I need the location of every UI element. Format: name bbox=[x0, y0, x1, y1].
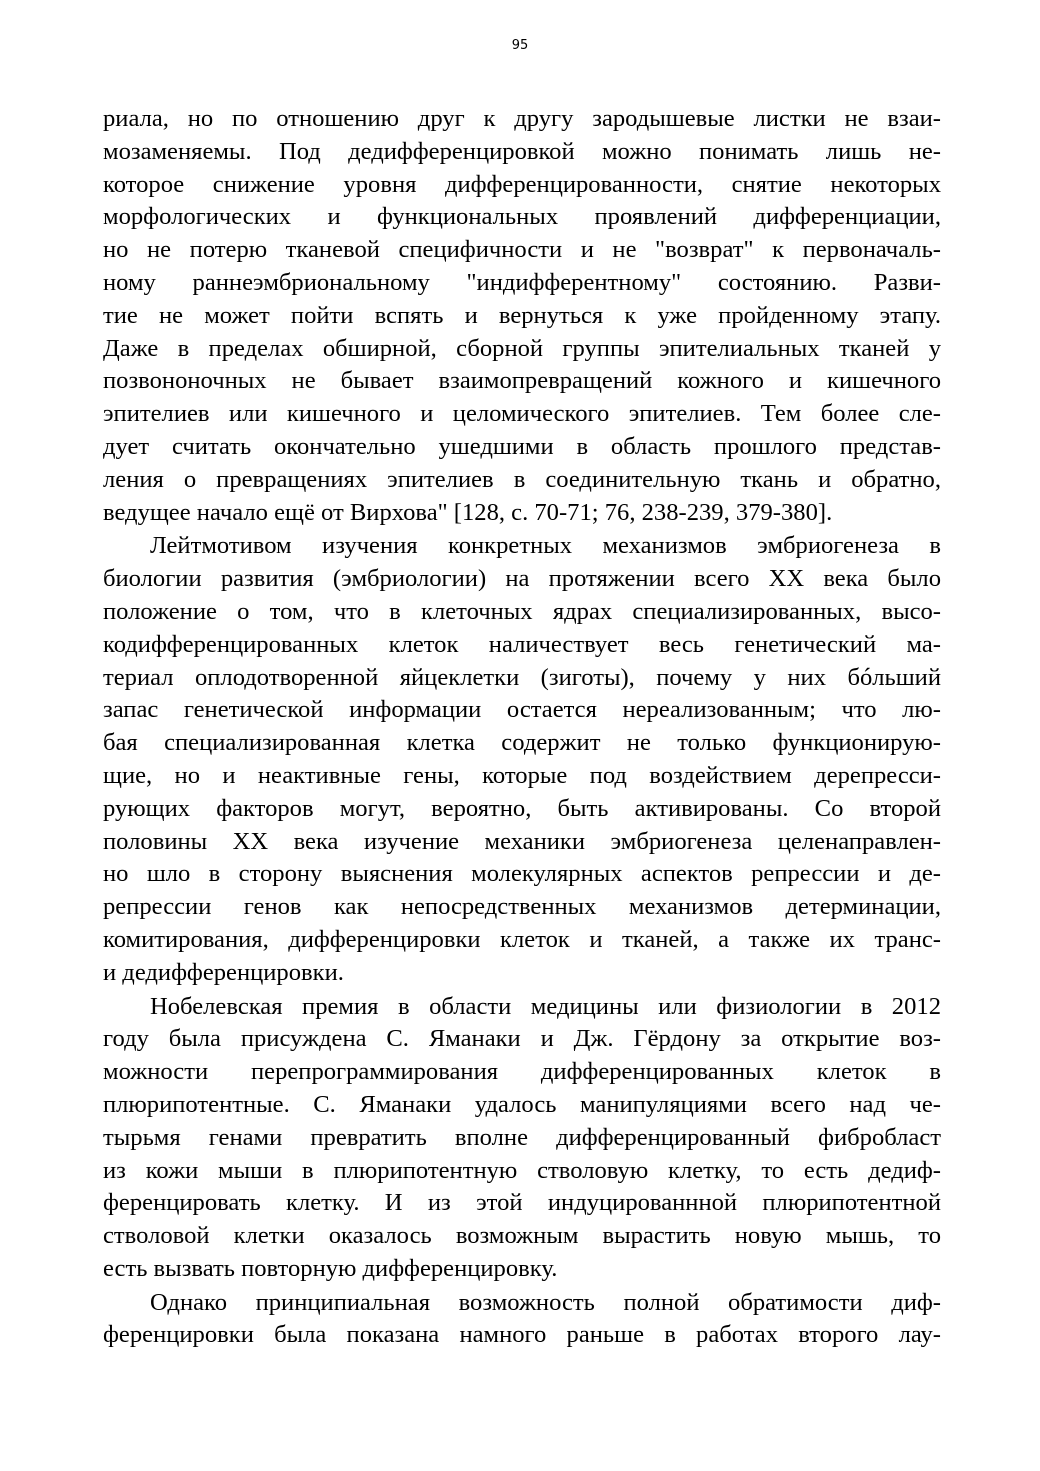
text-line: ведущее начало ещё от Вирхова" [128, с. 70-71; 76, 238-239, 379-380]. bbox=[103, 498, 833, 526]
page-number: 95 bbox=[511, 38, 529, 53]
paragraph bbox=[103, 103, 941, 529]
text-line: Нобелевская премия в области медицины или физиологии в 2012 bbox=[150, 992, 941, 1020]
text-line: Однако принципиальная возможность полной обратимости диф- bbox=[150, 1288, 941, 1316]
text-line: ления о превращениях эпителиев в соединительную ткань и обратно, bbox=[103, 465, 941, 493]
text-line: половины XX века изучение механики эмбриогенеза целенаправлен- bbox=[103, 827, 941, 855]
text-line: тие не может пойти вспять и вернуться к уже пройденному этапу. bbox=[103, 301, 941, 329]
text-line: ному раннеэмбриональному "индифферентному" состоянию. Разви- bbox=[103, 268, 941, 296]
text-line: щие, но и неактивные гены, которые под воздействием дерепресси- bbox=[103, 761, 941, 789]
text-line: плюрипотентные. С. Яманаки удалось манипуляциями всего над че- bbox=[103, 1090, 941, 1118]
text-line: году была присуждена С. Яманаки и Дж. Гёрдону за открытие воз- bbox=[103, 1025, 941, 1053]
text-line: эпителиев или кишечного и целомического эпителиев. Тем более сле- bbox=[103, 400, 941, 428]
text-line: дует считать окончательно ушедшими в область прошлого представ- bbox=[103, 432, 941, 460]
paragraph bbox=[103, 991, 941, 1286]
text-line: риала, но по отношению друг к другу зародышевые листки не взаи- bbox=[103, 105, 941, 132]
text-line: Даже в пределах обширной, сборной группы эпителиальных тканей у bbox=[103, 334, 941, 362]
text-line: можности перепрограммирования дифференцированных клеток в bbox=[103, 1058, 941, 1086]
text-line: есть вызвать повторную дифференцировку. bbox=[103, 1254, 558, 1282]
text-line: бая специализированная клетка содержит не только функционирую- bbox=[103, 729, 941, 757]
text-line: биологии развития (эмбриологии) на протяжении всего XX века было bbox=[103, 565, 941, 593]
text-line: но шло в сторону выяснения молекулярных аспектов репрессии и де- bbox=[103, 860, 941, 888]
text-line: комитирования, дифференцировки клеток и тканей, а также их транс- bbox=[103, 925, 941, 953]
text-line: из кожи мыши в плюрипотентную стволовую клетку, то есть дедиф- bbox=[103, 1156, 941, 1184]
text-line: но не потерю тканевой специфичности и не "возврат" к первоначаль- bbox=[103, 236, 941, 264]
text-line: стволовой клетки оказалось возможным вырастить новую мышь, то bbox=[103, 1222, 941, 1250]
text-line: репрессии генов как непосредственных механизмов детерминации, bbox=[103, 893, 941, 921]
paragraph bbox=[103, 1287, 941, 1353]
paragraph bbox=[103, 530, 941, 989]
text-line: рующих факторов могут, вероятно, быть активированы. Со второй bbox=[103, 794, 941, 822]
text-line: ференцировать клетку. И из этой индуцированнной плюрипотентной bbox=[103, 1189, 941, 1217]
text-line: которое снижение уровня дифференцированности, снятие некоторых bbox=[103, 170, 941, 198]
text-line: мозаменяемы. Под дедифференцировкой можно понимать лишь не- bbox=[103, 137, 941, 165]
body-text bbox=[103, 103, 941, 1352]
text-line: запас генетической информации остается нереализованным; что лю- bbox=[103, 696, 941, 724]
text-line: положение о том, что в клеточных ядрах специализированных, высо- bbox=[103, 597, 941, 625]
text-line: ференцировки была показана намного раньше в работах второго лау- bbox=[103, 1321, 941, 1349]
text-line: позвононочных не бывает взаимопревращений кожного и кишечного bbox=[103, 367, 941, 395]
text-line: морфологических и функциональных проявлений дифференциации, bbox=[103, 203, 941, 231]
text-line: и дедифференцировки. bbox=[103, 958, 344, 986]
text-line: тырьмя генами превратить вполне дифференцированный фибробласт bbox=[103, 1123, 941, 1151]
text-line: Лейтмотивом изучения конкретных механизмов эмбриогенеза в bbox=[150, 532, 941, 560]
text-line: кодифференцированных клеток наличествует весь генетический ма- bbox=[103, 630, 941, 658]
text-line: териал оплодотворенной яйцеклетки (зиготы), почему у них бóльший bbox=[103, 663, 941, 691]
